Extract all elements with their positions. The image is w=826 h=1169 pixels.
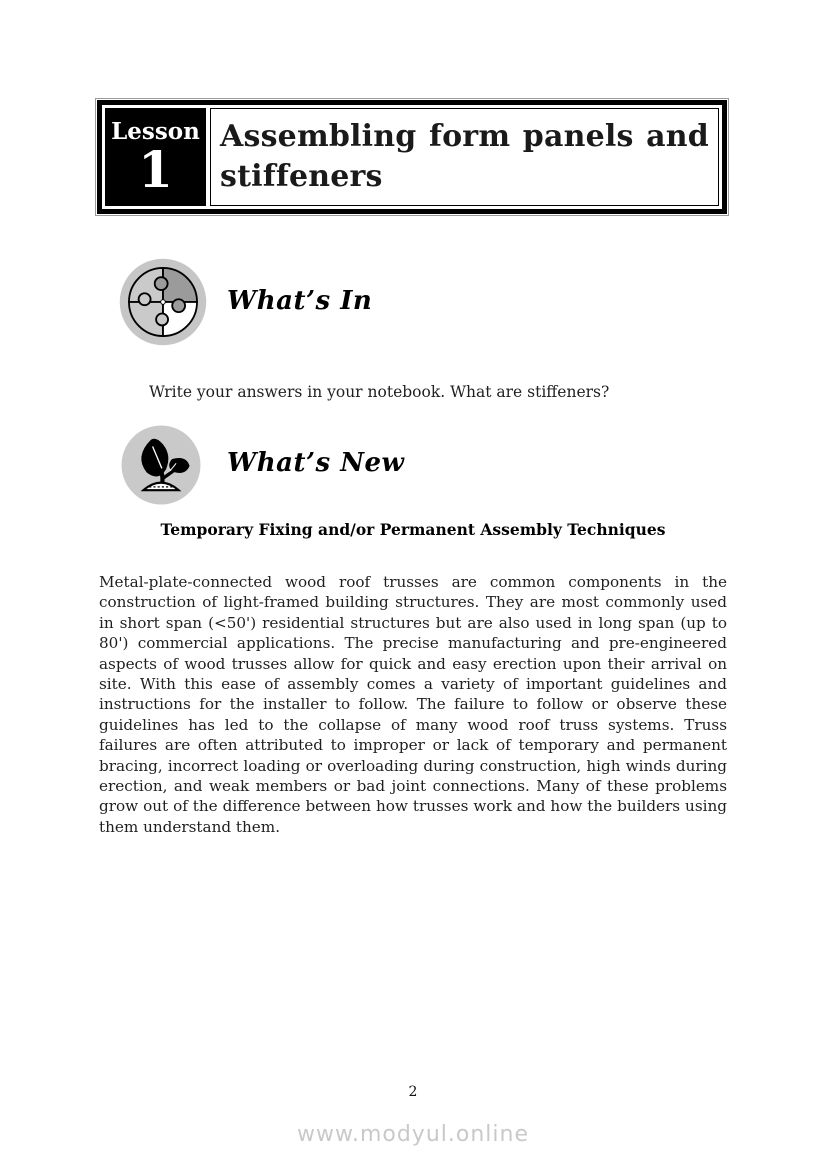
body-paragraph: Metal-plate-connected wood roof trusses are common components in the construction of light-framed building structures. They are most commonly used in short span (<50') residential structures but are also used in long span (up to 80') commercial applications. The precise manufacturing and pre-engineered aspects of wood trusses allow for quick and easy erection upon their arrival on site. With this ease of assembly comes a variety of important guidelines and instructions for the installer to follow. The failure to follow or observe these guidelines has led to the collapse of many wood roof truss systems. Truss failures are often attributed to improper or lack of temporary and permanent bracing, incorrect loading or overloading during construction, high winds during erection, and weak members or bad joint connections. Many of these problems grow out of the difference between how trusses work and how the builders using them understand them. — [99, 573, 727, 836]
lesson-header-box — [97, 100, 727, 214]
whats-in-heading: What’s In — [227, 286, 373, 316]
lesson-label: Lesson — [111, 118, 200, 146]
whats-new-heading: What’s New — [227, 448, 405, 478]
lesson-number-cell — [105, 108, 206, 206]
whats-new-subheading: Temporary Fixing and/or Permanent Assembly Techniques — [160, 520, 666, 539]
lesson-title: Assembling form panels and stiffeners — [220, 119, 709, 194]
page-number: 2 — [408, 1084, 418, 1100]
puzzle-icon — [117, 256, 209, 348]
lesson-title-cell — [210, 108, 719, 206]
seedling-icon — [119, 423, 203, 507]
watermark-text: www.modyul.online — [297, 1122, 529, 1147]
whats-in-instruction: Write your answers in your notebook. What are stiffeners? — [149, 383, 610, 401]
lesson-number: 1 — [138, 139, 173, 199]
